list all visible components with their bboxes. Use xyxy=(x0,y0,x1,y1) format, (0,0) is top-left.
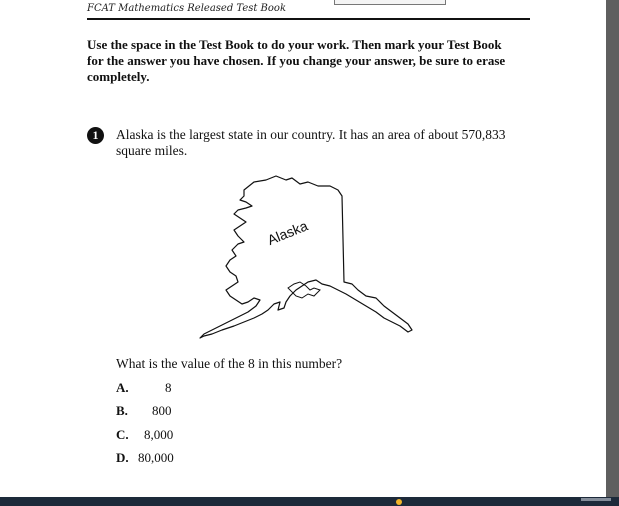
question-prompt: What is the value of the 8 in this number? xyxy=(116,356,343,371)
choice-value: 8,000 xyxy=(144,427,174,442)
instructions-text: Use the space in the Test Book to do your work. Then mark your Test Book for the answer you have chosen. If you change your answer, be sure to erase completely. xyxy=(87,37,506,84)
choice-letter: A. xyxy=(116,380,129,395)
answer-choice-b[interactable] xyxy=(116,403,176,419)
viewer-gutter xyxy=(606,0,619,497)
clock-area xyxy=(581,498,611,501)
choice-value: 800 xyxy=(152,403,172,418)
choice-letter: B. xyxy=(116,403,128,418)
page-header: FCAT Mathematics Released Test Book xyxy=(87,3,287,14)
map-label: Alaska xyxy=(265,217,310,248)
answer-choice-c[interactable] xyxy=(116,427,176,443)
choice-value: 80,000 xyxy=(138,450,174,465)
choice-letter: D. xyxy=(116,450,129,465)
question-number-badge: 1 xyxy=(87,127,104,144)
question-stem: Alaska is the largest state in our country. It has an area of about 570,833 square miles. xyxy=(116,127,506,158)
taskbar xyxy=(0,497,619,506)
alaska-map-outline xyxy=(196,170,418,350)
choice-value: 8 xyxy=(165,380,172,395)
answer-choice-d[interactable] xyxy=(116,450,186,466)
app-icon[interactable] xyxy=(396,499,402,505)
header-rule xyxy=(87,18,530,20)
choice-letter: C. xyxy=(116,427,129,442)
answer-choice-a[interactable] xyxy=(116,380,176,396)
